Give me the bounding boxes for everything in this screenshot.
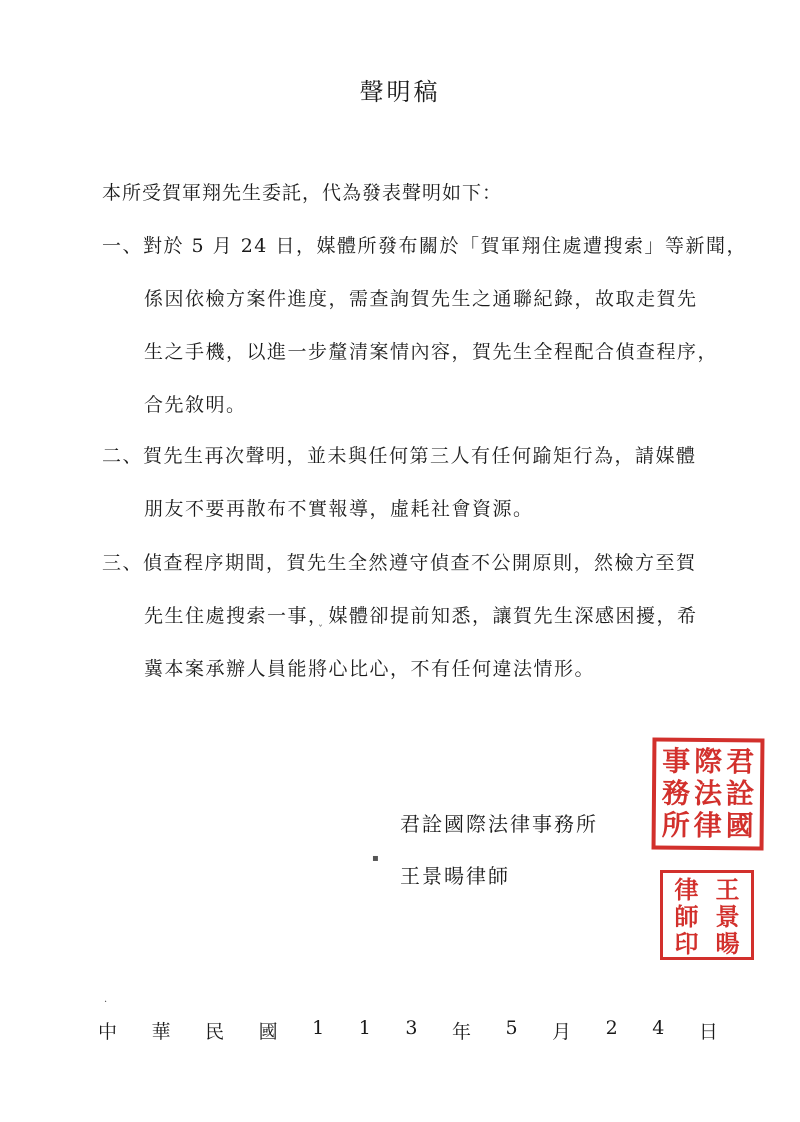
document-date [98, 1017, 718, 1047]
item-line: 冀本案承辦人員能將心比心，不有任何違法情形。 [144, 658, 596, 680]
item-text: 對於 5 月 24 日，媒體所發布關於「賀軍翔住處遭搜索」等新聞， [143, 235, 747, 257]
date-char: 1 [312, 1017, 325, 1039]
date-char: 華 [151, 1021, 171, 1043]
seal-char: 印 [674, 929, 699, 958]
date-char: 3 [405, 1017, 418, 1039]
scan-speck: · [104, 997, 108, 1008]
item-line: 合先敘明。 [144, 394, 247, 416]
date-char: 國 [258, 1021, 278, 1043]
scan-speck: ˇ [318, 625, 323, 636]
item-number: 三、 [102, 552, 144, 574]
lawyer-name: 王景暘律師 [400, 864, 510, 888]
date-char: 年 [451, 1021, 471, 1043]
seal-char: 君 [726, 745, 755, 779]
lawyer-seal-stamp [660, 870, 754, 960]
item-line [102, 234, 747, 287]
date-char: 4 [652, 1017, 665, 1039]
firm-name: 君詮國際法律事務所 [400, 812, 598, 836]
date-char: 日 [698, 1021, 718, 1043]
statement-item-2 [102, 444, 732, 550]
seal-char: 所 [661, 808, 690, 842]
statement-item-3 [102, 551, 732, 710]
seal-char: 律 [674, 875, 699, 904]
intro-paragraph: 本所受賀軍翔先生委託，代為發表聲明如下： [102, 182, 503, 204]
seal-char: 師 [674, 902, 699, 931]
seal-char: 律 [693, 808, 722, 843]
item-line: 係因依檢方案件進度，需查詢賀先生之通聯紀錄，故取走賀先 [144, 288, 698, 310]
seal-char: 暘 [715, 929, 740, 958]
seal-char: 王 [715, 875, 740, 904]
document-title: 聲明稿 [359, 78, 441, 106]
seal-char: 詮 [725, 777, 755, 811]
item-line: 生之手機，以進一步釐清案情內容，賀先生全程配合偵查程序， [144, 341, 719, 363]
date-char: 1 [358, 1017, 371, 1039]
scan-speck: ▪ [372, 853, 379, 864]
seal-char: 法 [693, 776, 723, 811]
item-number: 二、 [102, 445, 144, 467]
date-char: 月 [552, 1021, 572, 1043]
item-line: 先生住處搜索一事，媒體卻提前知悉，讓賀先生深感困擾，希 [144, 605, 698, 627]
item-line: 朋友不要再散布不實報導，虛耗社會資源。 [144, 498, 534, 520]
item-line [102, 444, 732, 497]
seal-char: 際 [694, 744, 723, 779]
firm-seal-stamp [652, 738, 765, 851]
item-number: 一、 [102, 235, 144, 257]
date-char: 5 [505, 1017, 518, 1039]
item-line [102, 551, 732, 604]
date-char: 民 [205, 1021, 225, 1043]
item-text: 偵查程序期間，賀先生全然遵守偵查不公開原則，然檢方至賀 [143, 552, 697, 574]
seal-char: 景 [715, 902, 740, 931]
seal-char: 國 [725, 809, 754, 843]
item-text: 賀先生再次聲明，並未與任何第三人有任何踰矩行為，請媒體 [143, 445, 697, 467]
date-char: 中 [98, 1021, 118, 1043]
seal-char: 事 [662, 744, 691, 778]
statement-item-1 [102, 234, 747, 446]
seal-char: 務 [661, 776, 691, 810]
date-char: 2 [605, 1017, 618, 1039]
